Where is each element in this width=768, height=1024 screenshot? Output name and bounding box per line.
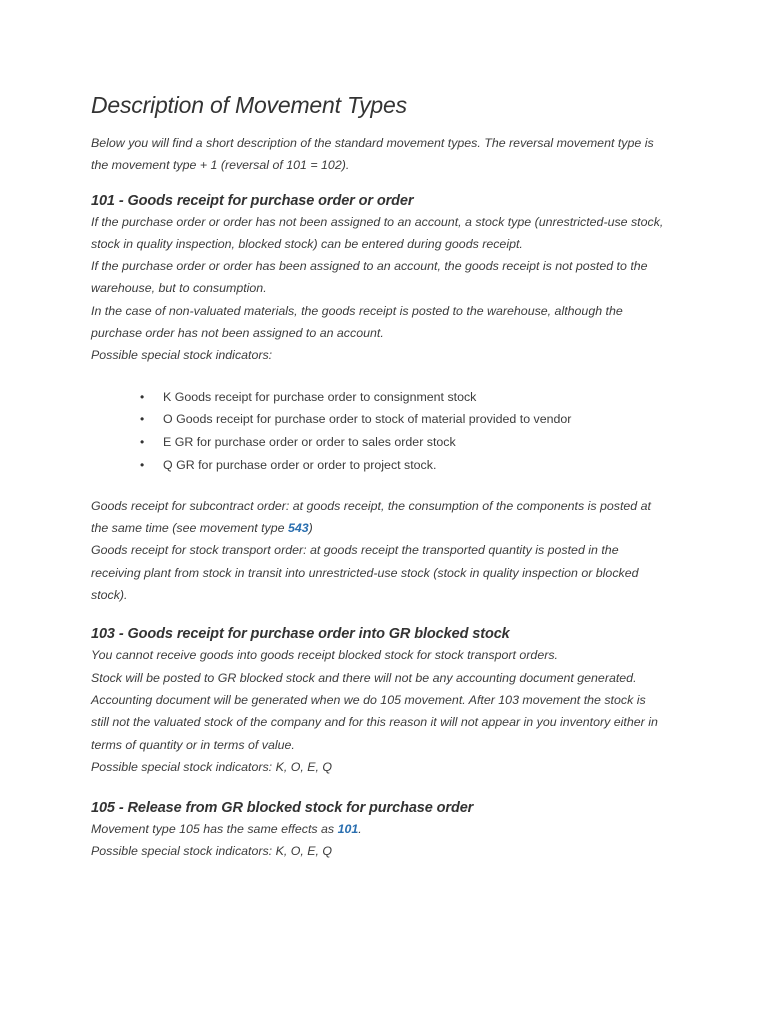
text-segment: ) (308, 521, 313, 536)
bullet-icon: • (140, 435, 145, 450)
intro-line: Below you will find a short description of the standard movement types. The reversal movement type is (91, 136, 654, 150)
text-line: still not the valuated stock of the company and for this reason it will not appear in you inventory either in (91, 715, 658, 730)
bullet-icon: • (140, 412, 145, 427)
list-item (91, 431, 691, 454)
list-item-text: E GR for purchase order or order to sales order stock (163, 435, 456, 450)
intro-paragraph (91, 132, 691, 177)
bullet-icon: • (140, 458, 145, 473)
list-item (91, 408, 691, 431)
text-line: warehouse, but to consumption. (91, 281, 267, 296)
list-item-text: Q GR for purchase order or order to project stock. (163, 458, 437, 473)
section-heading-103: 103 - Goods receipt for purchase order into GR blocked stock (91, 626, 510, 643)
text-segment: Movement type 105 has the same effects as (91, 822, 338, 837)
text-line: stock). (91, 588, 128, 603)
movement-type-101-link[interactable]: 101 (337, 822, 359, 837)
text-line: Goods receipt for subcontract order: at goods receipt, the consumption of the components is posted at (91, 498, 651, 513)
section-101 (91, 191, 691, 607)
section-heading-101: 101 - Goods receipt for purchase order or order (91, 192, 414, 209)
list-item (91, 386, 691, 409)
bullet-icon: • (140, 389, 145, 404)
special-stock-list (91, 386, 691, 477)
document-page (91, 88, 691, 863)
text-line: receiving plant from stock in transit into unrestricted-use stock (stock in quality inspection or blocked (91, 565, 639, 580)
text-line (91, 517, 691, 539)
text-line: stock in quality inspection, blocked stock) can be entered during goods receipt. (91, 236, 523, 251)
text-line: In the case of non-valuated materials, the goods receipt is posted to the warehouse, although the (91, 303, 623, 318)
text-line: If the purchase order or order has been assigned to an account, the goods receipt is not posted to the (91, 259, 648, 274)
list-item (91, 454, 691, 477)
list-item-text: O Goods receipt for purchase order to stock of material provided to vendor (163, 412, 572, 427)
page-title: Description of Movement Types (91, 92, 407, 118)
section-103 (91, 624, 691, 778)
text-line: terms of quantity or in terms of value. (91, 737, 295, 752)
text-line: If the purchase order or order has not been assigned to an account, a stock type (unrestricted-use stock, (91, 214, 664, 229)
text-line: Possible special stock indicators: K, O, E, Q (91, 759, 333, 774)
list-item-text: K Goods receipt for purchase order to consignment stock (163, 389, 477, 404)
text-segment: . (358, 822, 362, 837)
text-line: Stock will be posted to GR blocked stock and there will not be any accounting document generated. (91, 670, 637, 685)
section-105 (91, 798, 691, 863)
text-line: Accounting document will be generated when we do 105 movement. After 103 movement the stock is (91, 692, 646, 707)
text-line: You cannot receive goods into goods receipt blocked stock for stock transport orders. (91, 648, 558, 663)
text-line (91, 818, 691, 840)
movement-type-543-link[interactable]: 543 (287, 521, 309, 536)
intro-line: the movement type + 1 (reversal of 101 = 102). (91, 158, 350, 173)
text-line: purchase order has not been assigned to an account. (91, 326, 384, 341)
section-heading-105: 105 - Release from GR blocked stock for purchase order (91, 800, 474, 817)
text-line: Goods receipt for stock transport order: at goods receipt the transported quantity is posted in the (91, 543, 619, 558)
text-line: Possible special stock indicators: K, O, E, Q (91, 844, 333, 859)
text-segment: the same time (see movement type (91, 521, 288, 536)
text-line: Possible special stock indicators: (91, 348, 273, 363)
